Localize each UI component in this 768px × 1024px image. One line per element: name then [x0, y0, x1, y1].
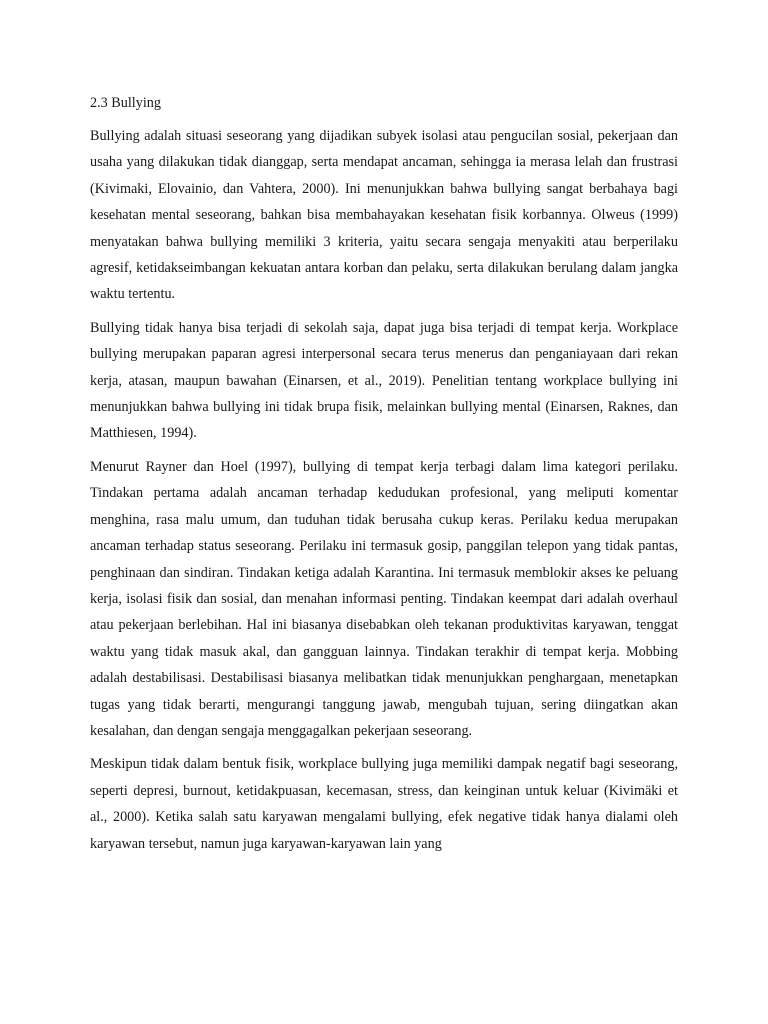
paragraph-categories: Menurut Rayner dan Hoel (1997), bullying di tempat kerja terbagi dalam lima kategori perilaku. Tindakan pertama adalah ancaman terhadap kedudukan profesional, yang meliputi komentar menghina, rasa malu umum, dan tuduhan tidak berusaha cukup keras. Perilaku kedua merupakan ancaman terhadap status seseorang. Perilaku ini termasuk gosip, panggilan telepon yang tidak pantas, penghinaan dan sindiran. Tindakan ketiga adalah Karantina. Ini termasuk memblokir akses ke peluang kerja, isolasi fisik dan sosial, dan menahan informasi penting. Tindakan keempat dari adalah overhaul atau pekerjaan berlebihan. Hal ini biasanya disebabkan oleh tekanan produktivitas karyawan, tenggat waktu yang tidak masuk akal, dan gangguan lainnya. Tindakan terakhir di tempat kerja. Mobbing adalah destabilisasi. Destabilisasi biasanya melibatkan tidak menunjukkan penghargaan, menetapkan tugas yang tidak berarti, mengurangi tanggung jawab, mengubah tujuan, sering diingatkan akan kesalahan, dan dengan sengaja menggagalkan pekerjaan seseorang.: [90, 458, 678, 739]
section-heading: 2.3 Bullying: [90, 95, 161, 111]
paragraph-definition: Bullying adalah situasi seseorang yang dijadikan subyek isolasi atau pengucilan sosial, pekerjaan dan usaha yang dilakukan tidak dianggap, serta mendapat ancaman, sehingga ia merasa lelah dan frustrasi (Kivimaki, Elovainio, dan Vahtera, 2000). Ini menunjukkan bahwa bullying sangat berbahaya bagi kesehatan mental seseorang, bahkan bisa membahayakan kesehatan fisik korbannya. Olweus (1999) menyatakan bahwa bullying memiliki 3 kriteria, yaitu secara sengaja menyakiti atau berperilaku agresif, ketidakseimbangan kekuatan antara korban dan pelaku, serta dilakukan berulang dalam jangka waktu tertentu.: [90, 128, 678, 303]
paragraph-impact: Meskipun tidak dalam bentuk fisik, workplace bullying juga memiliki dampak negatif bagi seseorang, seperti depresi, burnout, ketidakpuasan, kecemasan, stress, dan keinginan untuk keluar (Kivimäki et al., 2000). Ketika salah satu karyawan mengalami bullying, efek negative tidak hanya dialami oleh karyawan tersebut, namun juga karyawan-karyawan lain yang: [90, 756, 678, 852]
paragraph-workplace-bullying: Bullying tidak hanya bisa terjadi di sekolah saja, dapat juga bisa terjadi di tempat kerja. Workplace bullying merupakan paparan agresi interpersonal secara terus menerus dan penganiayaan dari rekan kerja, atasan, maupun bawahan (Einarsen, et al., 2019). Penelitian tentang workplace bullying ini menunjukkan bahwa bullying ini tidak brupa fisik, melainkan bullying mental (Einarsen, Raknes, dan Matthiesen, 1994).: [90, 319, 678, 442]
document-page: [90, 90, 678, 864]
